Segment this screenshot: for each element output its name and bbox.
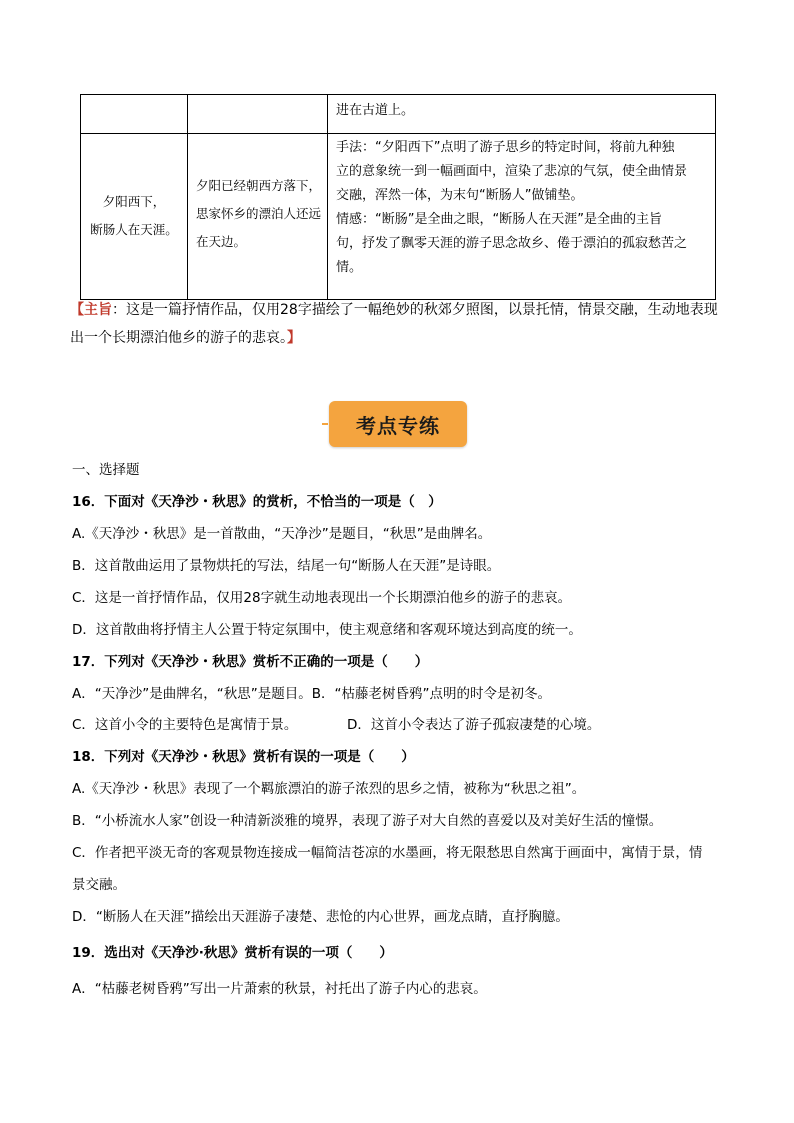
poem-analysis-table [80,94,716,300]
verse-translation: 夕阳已经朝西方落下，思家怀乡的漂泊人还远在天边。 [196,178,322,249]
question-18-option-c: C．作者把平淡无奇的客观景物连接成一幅简洁苍凉的水墨画，将无限愁思自然寓于画面中，寓情于景，情 [72,845,703,861]
section-heading: 一、选择题 [72,462,140,478]
analysis-line: 手法：“夕阳西下”点明了游子思乡的特定时间，将前九种独 [336,140,675,155]
theme-label: 主旨 [84,302,112,318]
question-17-stem: 17．下列对《天净沙・秋思》赏析不正确的一项是（ ） [72,654,429,670]
table-cell [81,134,188,300]
verse-line: 夕阳西下， [102,194,166,209]
analysis-line: 交融，浑然一体，为末句“断肠人”做铺垫。 [336,188,584,203]
theme-bracket-open: 【 [70,302,84,318]
banner-title: 考点专练 [356,413,440,438]
analysis-line: 情。 [336,260,363,275]
analysis-line: 句，抒发了飘零天涯的游子思念故乡、倦于漂泊的孤寂愁苦之 [336,236,688,251]
analysis-line: 情感：“断肠”是全曲之眼，“断肠人在天涯”是全曲的主旨 [336,212,662,227]
question-19-stem: 19．选出对《天净沙·秋思》赏析有误的一项（ ） [72,945,393,961]
verse-original [81,134,187,244]
banner-decoration [322,423,328,425]
table-cell [328,134,716,300]
theme-colon: ： [112,302,126,318]
theme-note [70,296,730,352]
question-17-option-ab: A．“天净沙”是曲牌名，“秋思”是题目。B．“枯藤老树昏鸦”点明的时令是初冬。 [72,686,551,702]
question-16-option-b: B．这首散曲运用了景物烘托的写法，结尾一句“断肠人在天涯”是诗眼。 [72,558,501,574]
table-cell [81,95,188,134]
cell-analysis-text: 进在古道上。 [336,103,415,118]
theme-bracket-close: 】 [287,330,301,346]
question-17-option-c: C．这首小令的主要特色是寓情于景。 [72,717,298,733]
analysis-line: 立的意象统一到一幅画面中，渲染了悲凉的气氛，使全曲情景 [336,164,688,179]
table-cell [188,134,328,300]
table-cell [328,95,716,134]
table-cell [188,95,328,134]
question-18-option-b: B．“小桥流水人家”创设一种清新淡雅的境界，表现了游子对大自然的喜爱以及对美好生活的憧憬。 [72,813,663,829]
question-17-option-d: D．这首小令表达了游子孤寂凄楚的心境。 [347,717,601,733]
theme-text: 出一个长期漂泊他乡的游子的悲哀。 [70,330,287,346]
question-19-option-a: A．“枯藤老树昏鸦”写出一片萧索的秋景，衬托出了游子内心的悲哀。 [72,981,487,997]
question-18-option-d: D．“断肠人在天涯”描绘出天涯游子凄楚、悲怆的内心世界，画龙点睛，直抒胸臆。 [72,909,569,925]
question-16-option-d: D．这首散曲将抒情主人公置于特定氛围中，使主观意绪和客观环境达到高度的统一。 [72,622,582,638]
question-16-option-c: C．这是一首抒情作品，仅用28字就生动地表现出一个长期漂泊他乡的游子的悲哀。 [72,590,572,606]
question-16-stem: 16．下面对《天净沙・秋思》的赏析，不恰当的一项是（ ） [72,494,442,510]
question-18-option-a: A.《天净沙・秋思》表现了一个羁旅漂泊的游子浓烈的思乡之情，被称为“秋思之祖”。 [72,781,586,797]
verse-analysis [328,134,715,280]
question-16-option-a: A.《天净沙・秋思》是一首散曲，“天净沙”是题目，“秋思”是曲牌名。 [72,526,492,542]
table-row [81,95,716,134]
verse-line: 断肠人在天涯。 [90,222,178,237]
table-row [81,134,716,300]
theme-text: 这是一篇抒情作品，仅用28字描绘了一幅绝妙的秋郊夕照图，以景托情，情景交融，生动地表现 [126,302,718,318]
question-18-option-c-cont: 景交融。 [72,877,126,893]
question-18-stem: 18．下列对《天净沙・秋思》赏析有误的一项是（ ） [72,749,415,765]
section-banner [329,401,467,447]
